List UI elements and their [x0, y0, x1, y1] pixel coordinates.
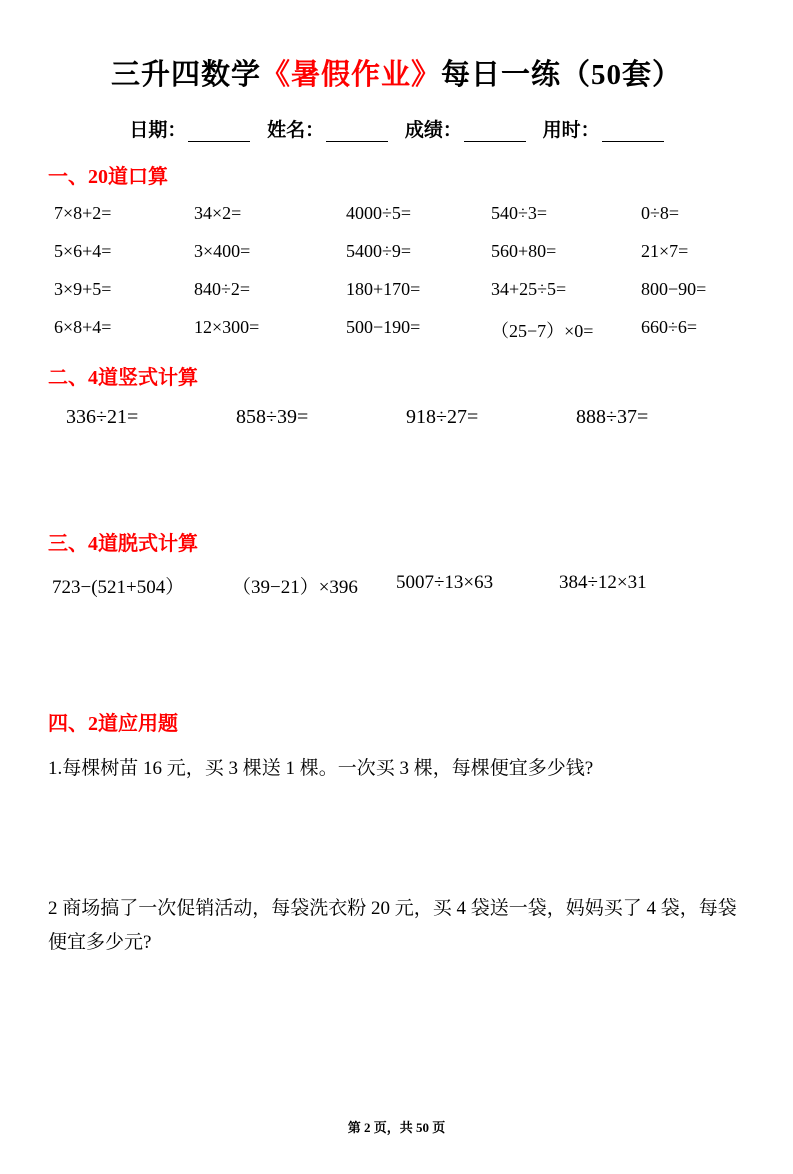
name-field-group: [267, 115, 388, 142]
expression-item: 723−(521+504）: [52, 577, 185, 598]
page-title-part2: 《暑假作业》: [260, 59, 441, 91]
time-blank[interactable]: [602, 123, 664, 142]
oral-item: 21×7=: [641, 241, 689, 261]
word-problem-answer-space: [44, 786, 749, 876]
expression-item: 5007÷13×63: [396, 572, 494, 593]
vertical-answer-space: [44, 429, 749, 507]
oral-item: 12×300=: [194, 317, 260, 337]
oral-item: 800−90=: [641, 279, 707, 299]
page-title-part3: 每日一练（50套）: [441, 59, 683, 91]
oral-item: 7×8+2=: [54, 203, 112, 223]
oral-row: [54, 241, 772, 262]
vertical-item: 336÷21=: [66, 406, 139, 428]
oral-item: 4000÷5=: [346, 203, 412, 223]
worksheet-page: [0, 52, 793, 1174]
section-heading-vertical: 二、4道竖式计算: [48, 367, 198, 389]
student-info-line: [44, 115, 749, 142]
score-blank[interactable]: [464, 123, 526, 142]
page-title-part1: 三升四数学: [110, 59, 261, 91]
section-heading-word: 四、2道应用题: [48, 713, 178, 735]
expression-row: [52, 572, 749, 599]
oral-item: 6×8+4=: [54, 317, 112, 337]
time-field-group: [543, 115, 664, 142]
oral-item: 660÷6=: [641, 317, 698, 337]
section-heading-expression: 三、4道脱式计算: [48, 533, 198, 555]
expression-item: （39−21）×396: [232, 577, 358, 598]
score-field-group: [405, 115, 526, 142]
oral-item: 500−190=: [346, 317, 421, 337]
oral-row: [54, 279, 772, 300]
expression-answer-space: [44, 599, 749, 687]
date-label: 日期：: [129, 120, 187, 141]
oral-item: 560+80=: [491, 241, 557, 261]
date-field-group: [129, 115, 250, 142]
name-label: 姓名：: [267, 120, 325, 141]
oral-item: （25−7）×0=: [491, 321, 594, 341]
vertical-item: 888÷37=: [576, 406, 649, 428]
vertical-computation-row: [66, 406, 749, 429]
oral-item: 5400÷9=: [346, 241, 412, 261]
oral-item: 3×400=: [194, 241, 251, 261]
time-label: 用时：: [542, 120, 600, 141]
oral-row: [54, 317, 772, 343]
page-footer: 第 2 页，共 50 页: [347, 1120, 446, 1135]
section-heading-oral: 一、20道口算: [48, 166, 168, 188]
expression-item: 384÷12×31: [559, 572, 647, 593]
oral-item: 0÷8=: [641, 203, 680, 223]
name-blank[interactable]: [326, 123, 388, 142]
oral-row: [54, 203, 772, 224]
oral-item: 180+170=: [346, 279, 421, 299]
oral-item: 540÷3=: [491, 203, 548, 223]
word-problem-item: 2 商场搞了一次促销活动，每袋洗衣粉 20 元，买 4 袋送一袋，妈妈买了 4 袋，每袋便宜多少元?: [48, 898, 737, 953]
score-label: 成绩：: [404, 120, 462, 141]
oral-item: 5×6+4=: [54, 241, 112, 261]
oral-item: 840÷2=: [194, 279, 251, 299]
vertical-item: 918÷27=: [406, 406, 479, 428]
oral-computation-grid: [54, 203, 772, 343]
vertical-item: 858÷39=: [236, 406, 309, 428]
page-title: [44, 52, 749, 93]
oral-item: 3×9+5=: [54, 279, 112, 299]
word-problem-item: 1.每棵树苗 16 元，买 3 棵送 1 棵。一次买 3 棵，每棵便宜多少钱?: [48, 758, 594, 779]
oral-item: 34×2=: [194, 203, 242, 223]
oral-item: 34+25÷5=: [491, 279, 567, 299]
date-blank[interactable]: [188, 123, 250, 142]
